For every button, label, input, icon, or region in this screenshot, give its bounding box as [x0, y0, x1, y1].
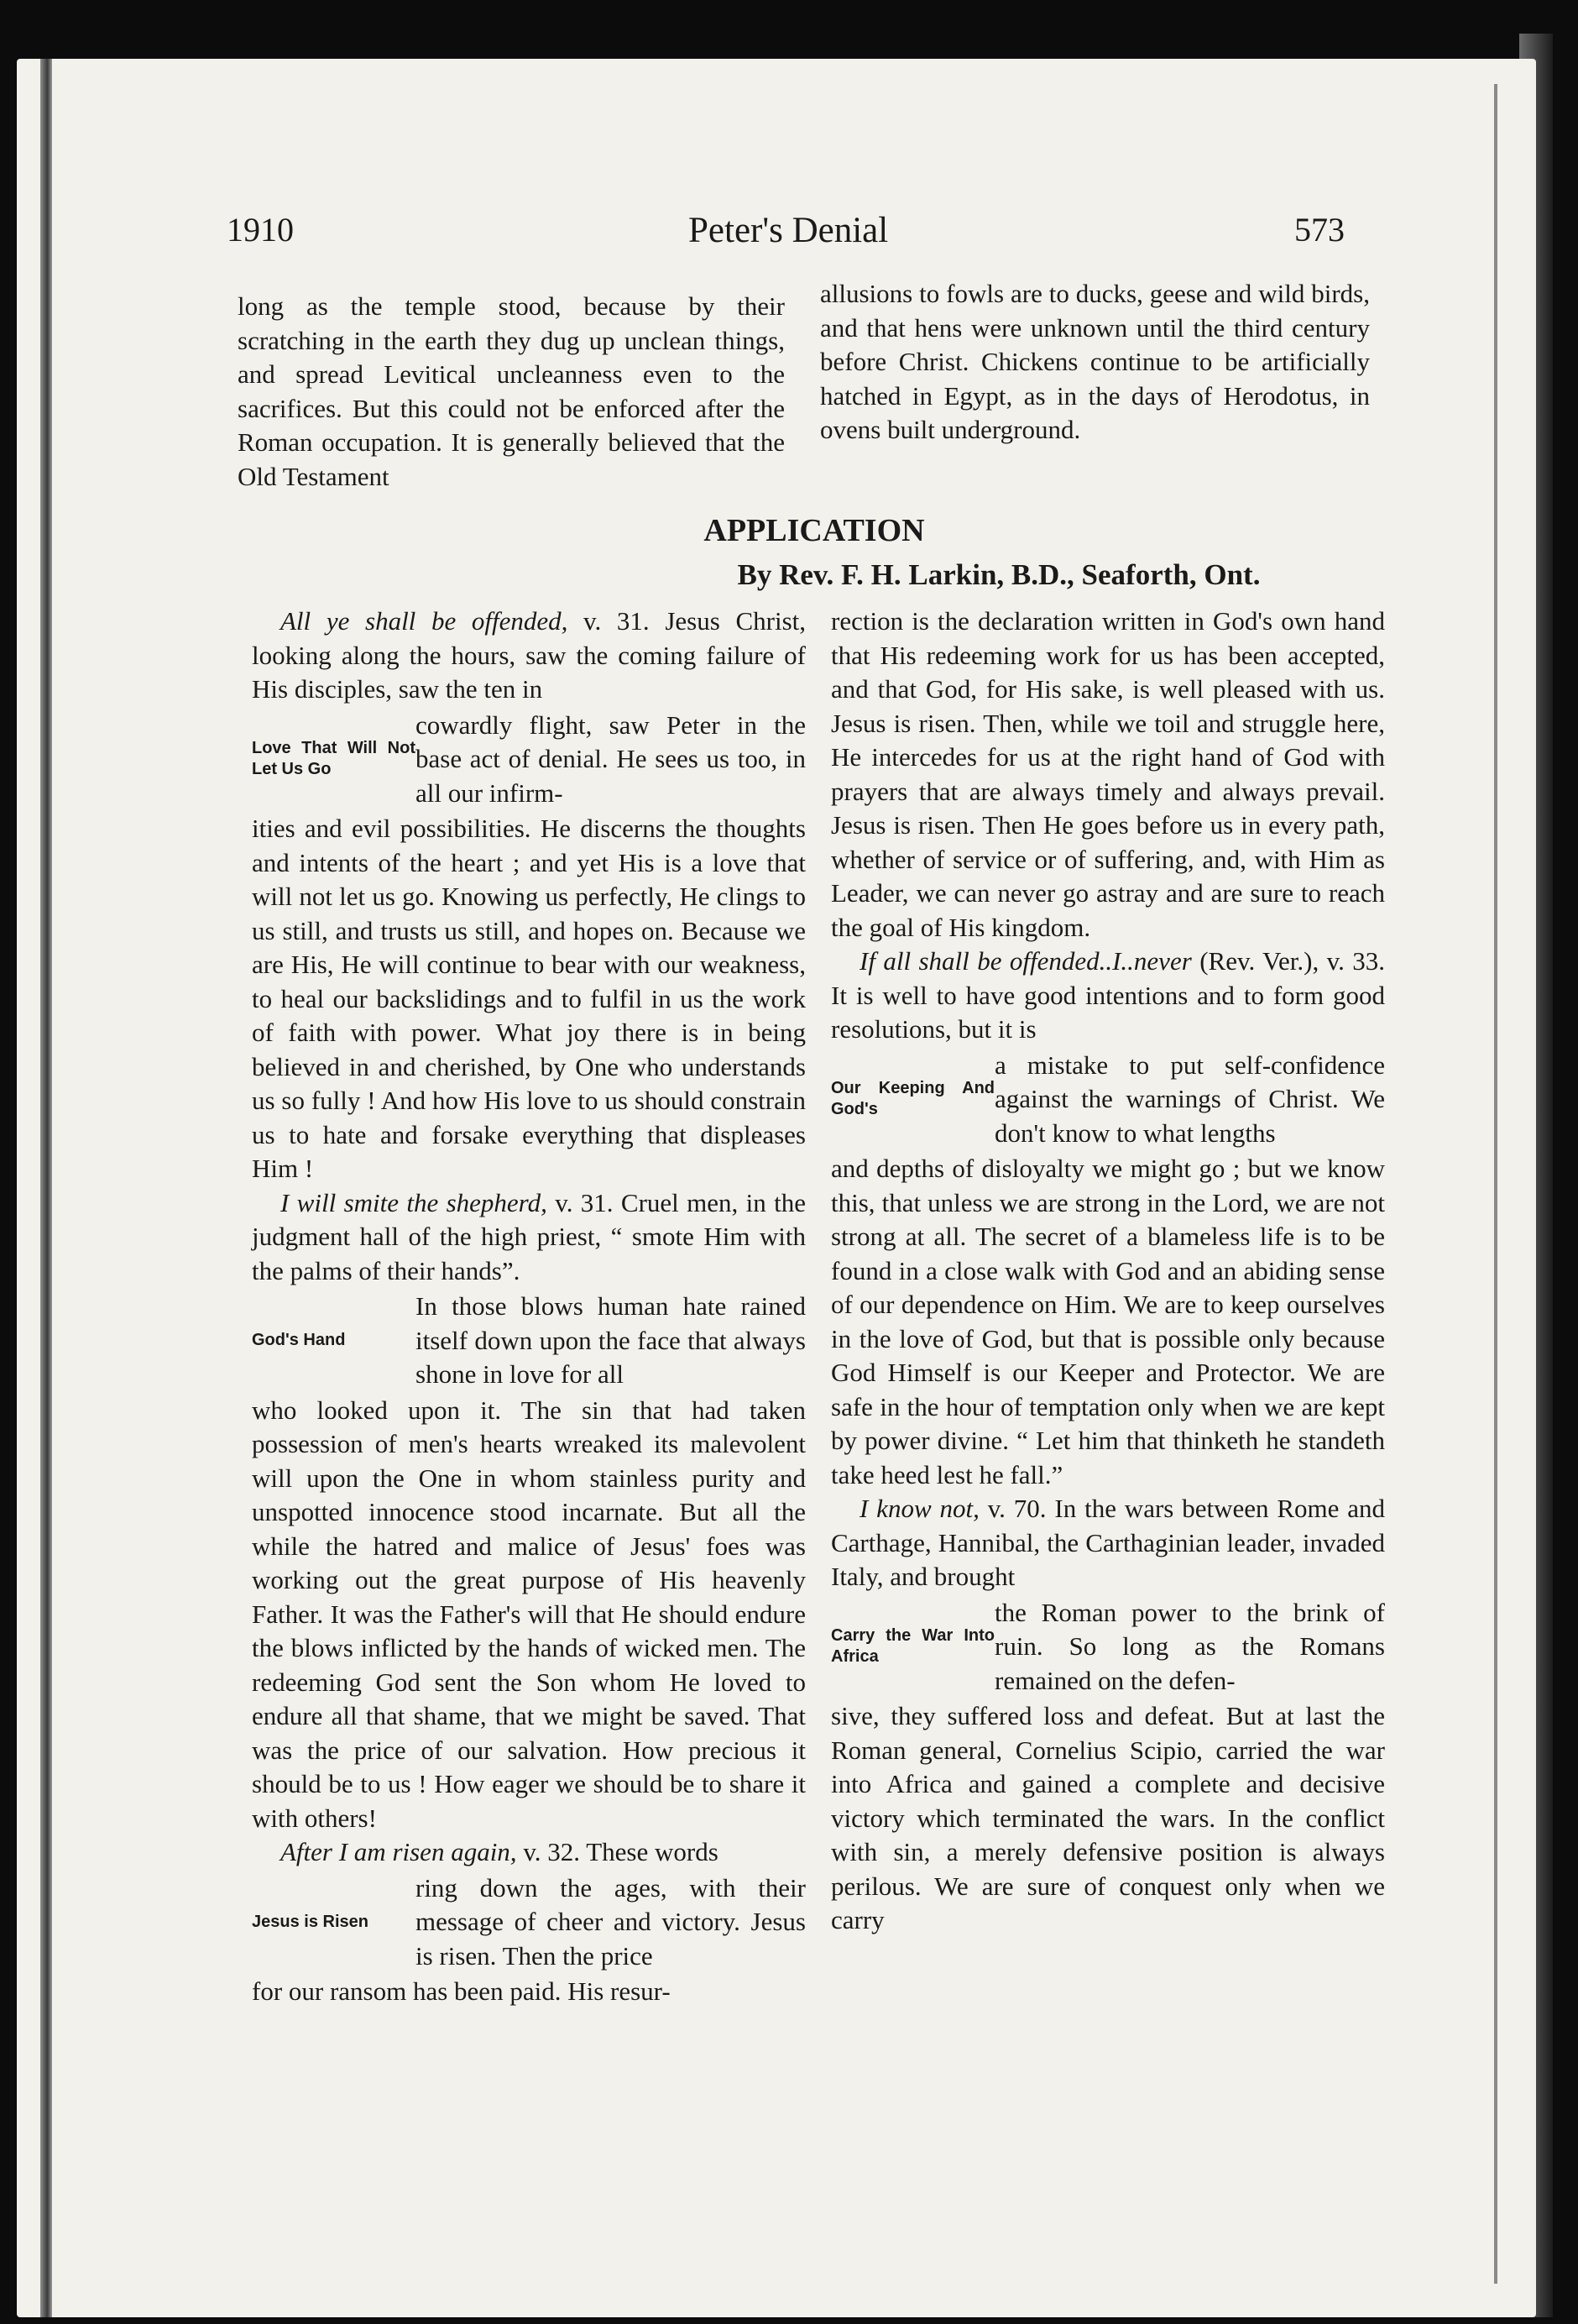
paragraph-text: rection is the declaration written in God's own hand that His redeeming work for us has been accepted, and that God, for His sake, is well pleased with us. Jesus is risen. Then, while we toil and struggle here, He intercedes for us at the right hand of God with prayers that are always timely and always prevail. Jesus is risen. Then He goes before us in every path, whether of service or of suffering, and, with Him as Leader, we can never go astray and are sure to reach the goal of His kingdom.	[831, 606, 1385, 942]
verse-lead: I know not,	[860, 1494, 980, 1523]
paragraph-text: v. 31. Cruel men, in the judgment hall of the high priest, “ smote Him with the palms of their hands”.	[252, 1187, 806, 1285]
section-author: By Rev. F. H. Larkin, B.D., Seaforth, Ont.	[737, 558, 1261, 591]
right-column	[831, 605, 1385, 1938]
paragraph-text: In those blows human hate rained itself down upon the face that always shone in love for all	[415, 1291, 806, 1389]
verse-lead: After I am risen again,	[280, 1837, 517, 1866]
paragraph-text: v. 32. These words	[516, 1837, 718, 1866]
paragraph-text: v. 70. In the wars between Rome and Carthage, Hannibal, the Carthaginian leader, invaded Italy, and brought	[831, 1494, 1385, 1591]
top-right-column	[820, 277, 1370, 448]
paragraph-intro	[831, 945, 1385, 1047]
paragraph-text: the Roman power to the brink of ruin. So long as the Romans remained on the defen-	[995, 1597, 1385, 1695]
verse-lead: If all shall be offended..I..never	[860, 946, 1192, 976]
margin-note: Jesus is Risen	[252, 1912, 368, 1931]
page-edge-line	[1494, 84, 1497, 2284]
paragraph-text: sive, they suffered loss and defeat. But at last the Roman general, Cornelius Scipio, carried the war into Africa and gained a complete and decisive victory which terminated the wars. In the conflict with sin, a merely defensive position is always perilous. We are sure of conquest only when we carry	[831, 1701, 1385, 1934]
verse-lead: All ye shall be offended,	[280, 606, 568, 636]
continued-paragraph-left: long as the temple stood, because by their scratching in the earth they dug up unclean things, and spread Levitical uncleanness even to the sacrifices. But this could not be enforced after the Roman occupation. It is generally believed that the Old Testament	[238, 291, 785, 491]
page-number: 573	[1294, 211, 1345, 249]
running-head-title: Peter's Denial	[688, 211, 889, 250]
paragraph-text: ring down the ages, with their message of cheer and victory. Jesus is risen. Then the price	[415, 1872, 806, 1971]
paragraph-intro	[252, 605, 806, 707]
page-gutter-shadow	[40, 59, 52, 2317]
margin-note: Carry the War Into Africa	[831, 1626, 995, 1667]
margin-note-block	[252, 1871, 806, 1974]
paragraph-text: who looked upon it. The sin that had taken possession of men's hearts wreaked its malevolent will upon the One in whom stainless purity and unspotted innocence stood incarnate. But all the while the hatred and malice of Jesus' foes was working out the great purpose of His heavenly Father. It was the Father's will that He should endure the blows inflicted by the hands of wicked men. The redeeming God sent the Son whom He loved to endure all that shame, that we might be saved. That was the price of our salvation. How precious it should be to us ! How eager we should be to share it with others!	[252, 1395, 806, 1833]
paragraph-text: ities and evil possibilities. He discerns the thoughts and intents of the heart ; and yet His is a love that will not let us go. Knowing us perfectly, He clings to us still, and trusts us still, and hopes on. Because we are His, He will continue to bear with our weakness, to heal our backslidings and to fulfil in us the work of faith with power. What joy there is in being believed in and cherished, by One who understands us so fully ! And how His love to us should constrain us to hate and forsake everything that displeases Him !	[252, 814, 806, 1183]
paragraph-intro	[252, 1835, 806, 1870]
left-column	[252, 605, 806, 2009]
margin-note: God's Hand	[252, 1331, 346, 1350]
paragraph-intro	[831, 1492, 1385, 1594]
running-head-year: 1910	[227, 211, 294, 249]
section-title: APPLICATION	[703, 513, 925, 548]
paragraph-text: v. 31. Jesus Christ, looking along the hours, saw the coming failure of His disciples, saw the ten in	[252, 606, 806, 704]
margin-note-block	[831, 1049, 1385, 1151]
paragraph-text: for our ransom has been paid. His resur-	[252, 1976, 671, 2006]
paragraph-text: (Rev. Ver.), v. 33. It is well to have good intentions and to form good resolutions, but it is	[831, 946, 1385, 1044]
verse-lead: I will smite the shepherd,	[280, 1187, 547, 1217]
margin-note: Love That Will Not Let Us Go	[252, 739, 415, 779]
margin-note-block	[252, 709, 806, 811]
paragraph-text: cowardly flight, saw Peter in the base act of denial. He sees us too, in all our infirm-	[415, 709, 806, 808]
top-left-column	[238, 290, 785, 494]
continued-paragraph-right: allusions to fowls are to ducks, geese and wild birds, and that hens were unknown until the third century before Christ. Chickens continue to be artificially hatched in Egypt, as in the days of Herodotus, in ovens built underground.	[820, 279, 1370, 444]
margin-note-block	[831, 1596, 1385, 1699]
paragraph-text: and depths of disloyalty we might go ; but we know this, that unless we are strong in the Lord, we are not strong at all. The secret of a blameless life is to be found in a close walk with God and an abiding sense of our dependence on Him. We are to keep ourselves in the love of God, but that is possible only because God Himself is our Keeper and Protector. We are safe in the hour of temptation only when we are kept by power divine. “ Let him that thinketh he standeth take heed lest he fall.”	[831, 1154, 1385, 1489]
paragraph-intro	[252, 1186, 806, 1289]
paragraph-text: a mistake to put self-confidence against the warnings of Christ. We don't know to what lengths	[995, 1049, 1385, 1148]
margin-note-block	[252, 1290, 806, 1392]
margin-note: Our Keeping And God's	[831, 1079, 995, 1119]
